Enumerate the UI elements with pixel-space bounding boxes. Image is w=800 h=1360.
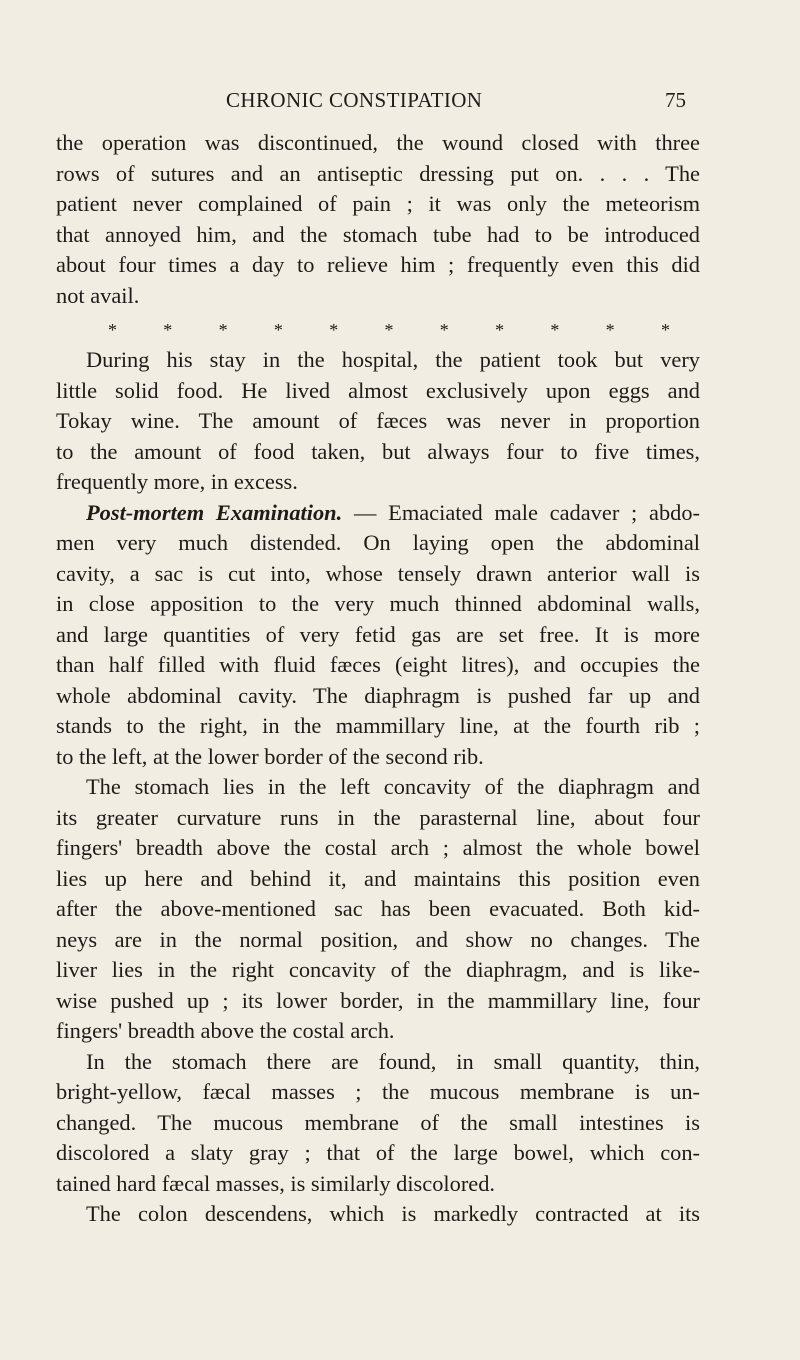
text-line: the operation was discontinued, the wound closed with three [56, 130, 700, 155]
text-line: patient never complained of pain ; it was only the meteorism [56, 191, 700, 216]
text-line: cavity, a sac is cut into, whose tensely drawn anterior wall is [56, 560, 700, 586]
text-line: The stomach lies in the left concavity of the diaphragm and [86, 774, 700, 799]
asterisk: * [384, 320, 394, 340]
text-line: rows of sutures and an antiseptic dressing put on. . . . The [56, 160, 700, 186]
text-line: to the amount of food taken, but always four to five times, [56, 438, 700, 464]
text-line: changed. The mucous membrane of the small intestines is [56, 1109, 700, 1135]
body-text [56, 128, 700, 1230]
asterisk: * [218, 320, 228, 340]
asterisk: * [495, 320, 505, 340]
text-line: that annoyed him, and the stomach tube had to be introduced [56, 221, 700, 247]
text-line: frequently more, in excess. [56, 469, 298, 494]
text-line: Tokay wine. The amount of fæces was never in proportion [56, 408, 700, 433]
asterisk: * [163, 320, 173, 340]
text-line: lies up here and behind it, and maintains this position even [56, 865, 700, 891]
paragraph-5 [56, 1047, 700, 1200]
asterisk: * [108, 320, 117, 340]
text-line: wise pushed up ; its lower border, in the mammillary line, four [56, 987, 700, 1013]
text-line [56, 498, 700, 529]
section-separator [56, 311, 700, 345]
paragraph-3 [56, 498, 700, 773]
asterisk: * [605, 320, 615, 340]
text-line: The colon descendens, which is markedly contracted at its [86, 1201, 700, 1226]
paragraph-4 [56, 772, 700, 1047]
paragraph-6 [56, 1199, 700, 1230]
text-line: men very much distended. On laying open the abdominal [56, 530, 700, 555]
section-heading: Post-mortem Examination. [86, 499, 343, 525]
asterisk: * [550, 320, 560, 340]
asterisk: * [660, 320, 670, 340]
text-line: and large quantities of very fetid gas are set free. It is more [56, 621, 700, 647]
text-line: about four times a day to relieve him ; frequently even this did [56, 252, 700, 277]
text-line: its greater curvature runs in the parasternal line, about four [56, 804, 700, 830]
text-line: In the stomach there are found, in small quantity, thin, [86, 1048, 700, 1074]
text-line: neys are in the normal position, and show no changes. The [56, 926, 700, 952]
text-line: little solid food. He lived almost exclusively upon eggs and [56, 377, 700, 403]
text-line: than half filled with fluid fæces (eight litres), and occupies the [56, 652, 700, 677]
text-line: bright-yellow, fæcal masses ; the mucous membrane is un- [56, 1079, 700, 1104]
text-line: fingers' breadth above the costal arch. [56, 1018, 395, 1043]
text-line: not avail. [56, 282, 140, 308]
text-line: whole abdominal cavity. The diaphragm is pushed far up and [56, 682, 700, 708]
text-line: to the left, at the lower border of the second rib. [56, 743, 484, 769]
running-head: CHRONIC CONSTIPATION [226, 88, 483, 112]
text-line: During his stay in the hospital, the patient took but very [86, 347, 700, 372]
text-line: tained hard fæcal masses, is similarly discolored. [56, 1170, 496, 1196]
text-line: liver lies in the right concavity of the diaphragm, and is like- [56, 957, 700, 982]
paragraph-1 [56, 128, 700, 311]
text-line: fingers' breadth above the costal arch ; almost the whole bowel [56, 835, 700, 860]
text-line: after the above-mentioned sac has been evacuated. Both kid- [56, 896, 700, 921]
paragraph-2 [56, 345, 700, 498]
text-line: discolored a slaty gray ; that of the large bowel, which con- [56, 1140, 700, 1165]
text-line: in close apposition to the very much thinned abdominal walls, [56, 591, 700, 616]
page-header [226, 88, 686, 118]
page-number: 75 [665, 88, 686, 112]
asterisk: * [273, 320, 283, 340]
asterisk: * [329, 320, 339, 340]
text-line: stands to the right, in the mammillary line, at the fourth rib ; [56, 713, 700, 738]
text-span: — Emaciated male cadaver ; abdo- [342, 499, 700, 525]
asterisk: * [439, 320, 449, 340]
